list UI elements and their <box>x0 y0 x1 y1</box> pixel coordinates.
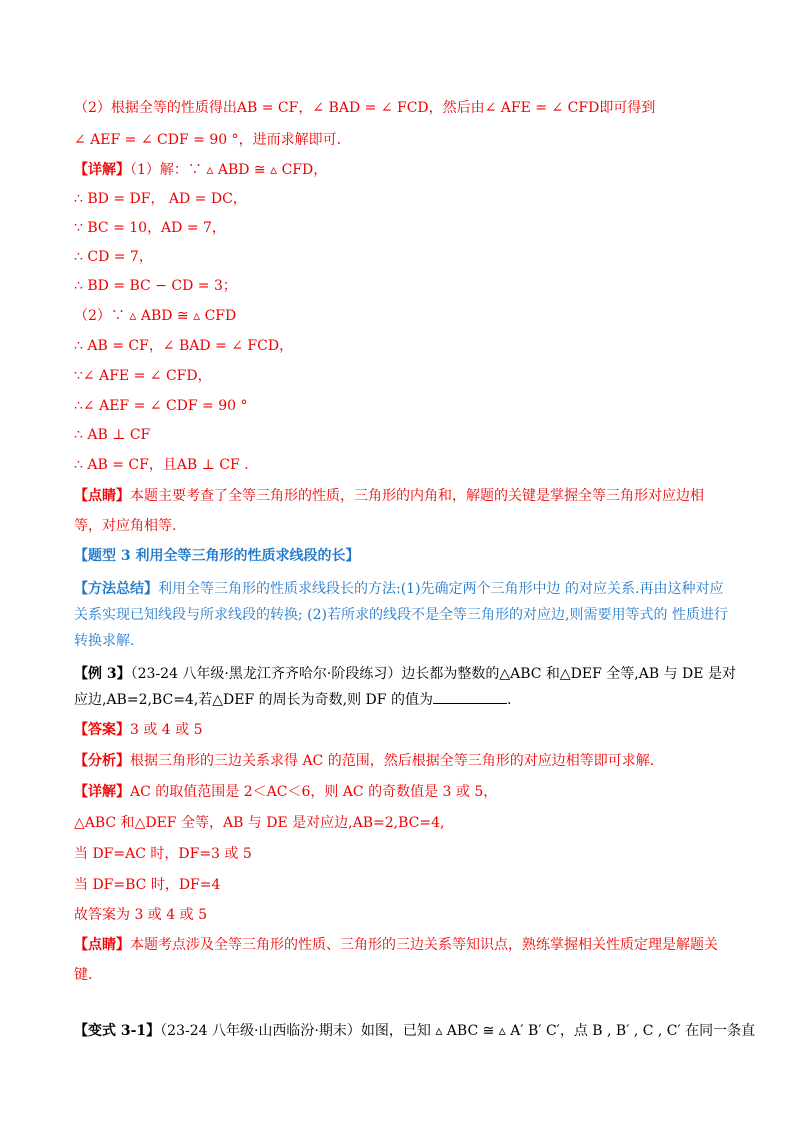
solution-line-9: ∴∠ AEF = ∠ CDF = 90 ° <box>74 398 248 414</box>
solution-line-10: ∴ AB ⊥ CF <box>74 427 151 443</box>
solution-line-1 <box>74 160 327 180</box>
analysis-part2-line2: ∠ AEF = ∠ CDF = 90 °，进而求解即可. <box>74 132 342 148</box>
comment2-line-1 <box>74 935 718 955</box>
comment2-line-2: 键. <box>74 967 93 983</box>
solution-line-4: ∴ CD = 7， <box>74 249 153 265</box>
solution-line-5: ∴ BD = BC − CD = 3； <box>74 278 237 294</box>
solution-line-8: ∵∠ AFE = ∠ CFD， <box>74 368 212 384</box>
example-end: . <box>506 692 512 708</box>
solution-line-3: ∵ BC = 10，AD = 7， <box>74 220 226 236</box>
analysis-line <box>74 751 654 771</box>
variant-line-1 <box>74 1021 755 1041</box>
comment-line-1 <box>74 486 704 506</box>
method-tag: 【方法总结】 <box>74 581 158 597</box>
method-summary-line-1 <box>74 579 723 599</box>
method-summary-line-3: 转换求解. <box>74 633 135 649</box>
detail2-text: AC 的取值范围是 2＜AC＜6，则 AC 的奇数值是 3 或 5， <box>130 784 498 800</box>
solution-line-2: ∴ BD = DF， AD = DC， <box>74 191 247 207</box>
detail2-line-1 <box>74 782 497 802</box>
section-heading: 【题型 3 利用全等三角形的性质求线段的长】 <box>74 548 360 564</box>
comment-line-2: 等，对应角相等. <box>74 518 177 534</box>
example-line-2 <box>74 690 511 710</box>
answer-tag: 【答案】 <box>74 722 130 738</box>
example-tag: 【例 3】 <box>74 666 131 682</box>
detail2-line-4: 当 DF=BC 时，DF=4 <box>74 877 221 893</box>
comment-text: 本题主要考查了全等三角形的性质，三角形的内角和，解题的关键是掌握全等三角形对应边相 <box>130 488 704 504</box>
method-text: 利用全等三角形的性质求线段长的方法:(1)先确定两个三角形中边 的对应关系.再由这种对应 <box>158 581 724 597</box>
example-text: （23-24 八年级·黑龙江齐齐哈尔·阶段练习）边长都为整数的△ABC 和△DEF 全等,AB 与 DE 是对 <box>130 666 736 682</box>
analysis-tag: 【分析】 <box>74 753 130 769</box>
solution-line-11: ∴ AB = CF，且AB ⊥ CF . <box>74 457 249 473</box>
example-text-2: 应边,AB=2,BC=4,若△DEF 的周长为奇数,则 DF 的值为 <box>74 692 433 708</box>
comment2-tag: 【点睛】 <box>74 937 130 953</box>
detail2-line-5: 故答案为 3 或 4 或 5 <box>74 907 207 923</box>
solution-line-6: （2）∵ ▵ ABD ≅ ▵ CFD <box>74 308 237 324</box>
answer-line <box>74 720 203 740</box>
solution-line-7: ∴ AB = CF，∠ BAD = ∠ FCD， <box>74 338 294 354</box>
analysis-text: 根据三角形的三边关系求得 AC 的范围，然后根据全等三角形的对应边相等即可求解. <box>130 753 655 769</box>
method-summary-line-2: 关系实现已知线段与所求线段的转换; (2)若所求的线段不是全等三角形的对应边,则需要用等式的 性质进行 <box>74 607 728 623</box>
detail2-line-2: △ABC 和△DEF 全等，AB 与 DE 是对应边,AB=2,BC=4, <box>74 815 445 831</box>
variant-text: （23-24 八年级·山西临汾·期末）如图，已知 ▵ ABC ≅ ▵ A′ B′ C′，点 B , B′ , C , C′ 在同一条直 <box>160 1023 756 1039</box>
analysis-part2-line1: （2）根据全等的性质得出AB = CF，∠ BAD = ∠ FCD，然后由∠ AFE = ∠ CFD即可得到 <box>74 100 656 116</box>
answer-text: 3 或 4 或 5 <box>130 722 203 738</box>
detail2-line-3: 当 DF=AC 时，DF=3 或 5 <box>74 846 252 862</box>
solution-step: （1）解：∵ ▵ ABD ≅ ▵ CFD， <box>130 162 328 178</box>
comment-tag: 【点睛】 <box>74 488 130 504</box>
answer-blank <box>433 691 507 704</box>
comment2-text: 本题考点涉及全等三角形的性质、三角形的三边关系等知识点，熟练掌握相关性质定理是解题关 <box>130 937 718 953</box>
detail2-tag: 【详解】 <box>74 784 130 800</box>
variant-tag: 【变式 3-1】 <box>74 1023 161 1039</box>
example-line-1 <box>74 664 736 684</box>
detail-tag: 【详解】 <box>74 162 130 178</box>
